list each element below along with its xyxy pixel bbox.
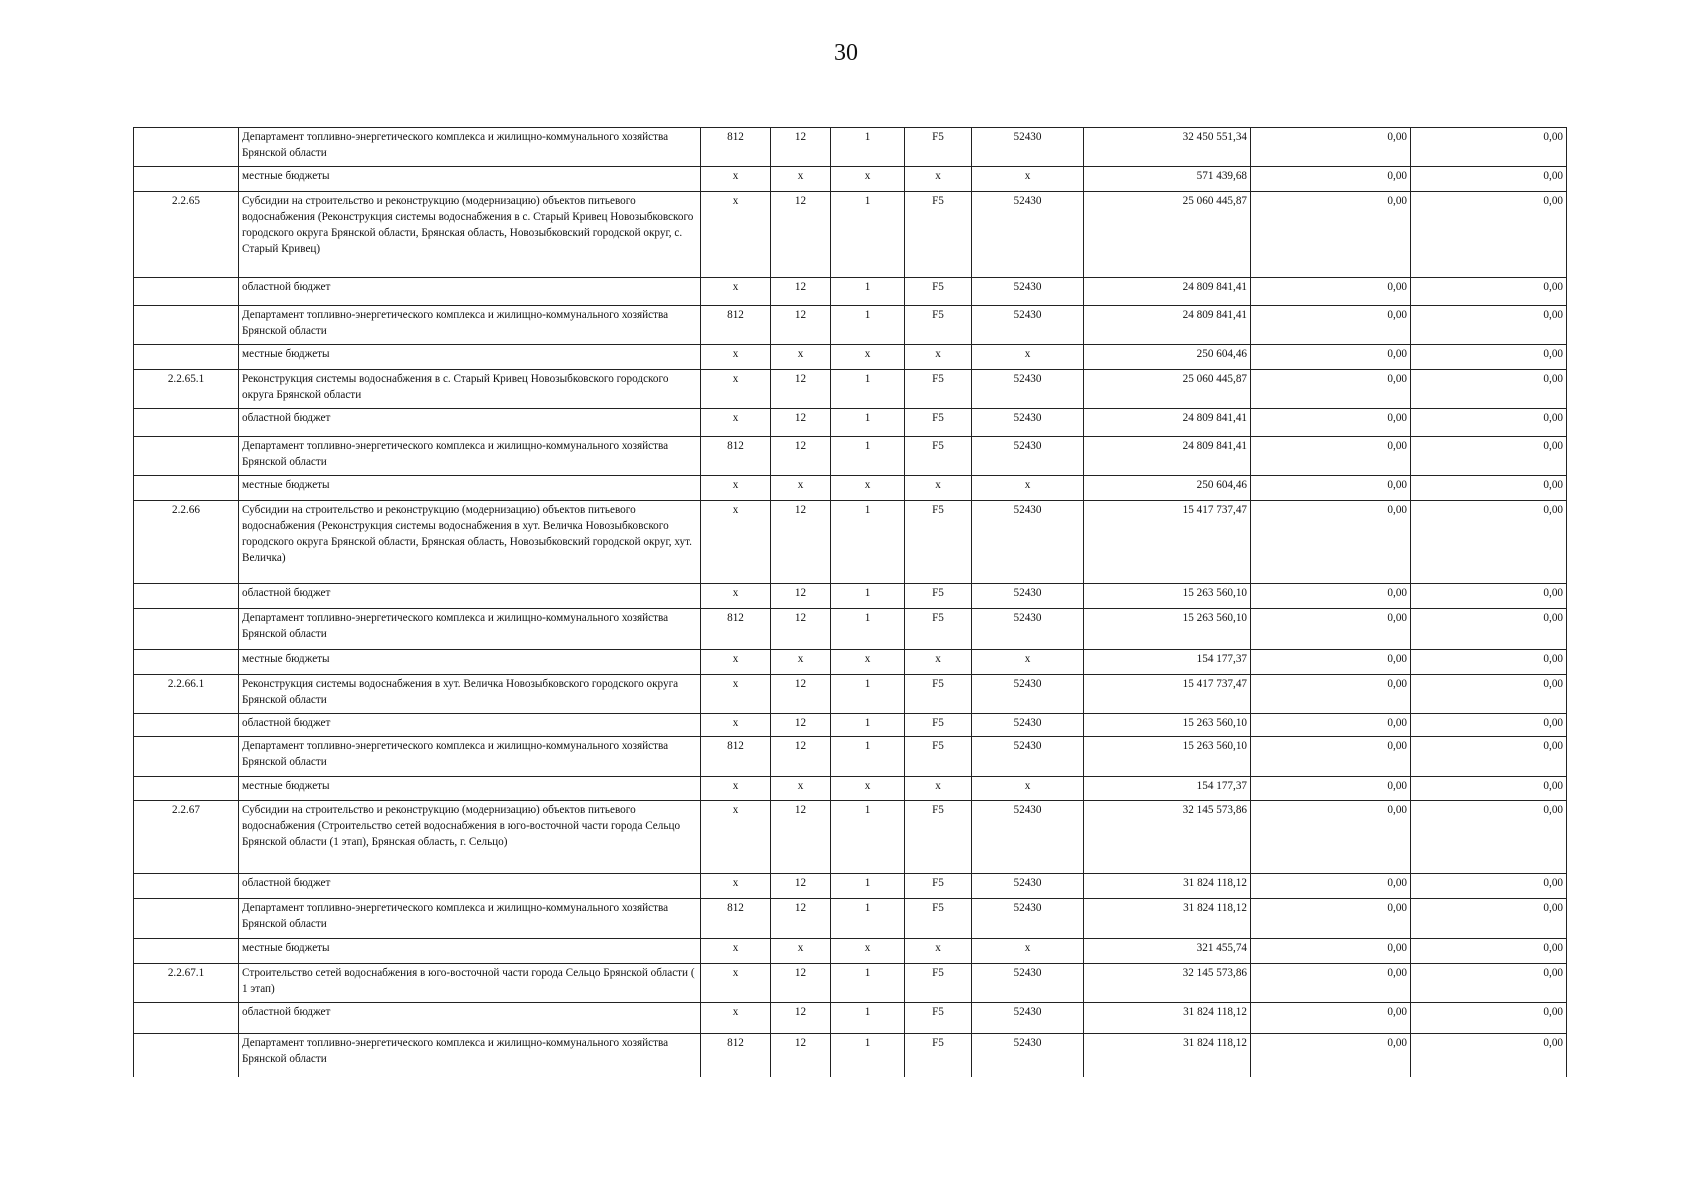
table-row	[134, 278, 1567, 306]
row-grbs: x	[701, 675, 771, 714]
row-grbs: 812	[701, 437, 771, 476]
table-row	[134, 801, 1567, 874]
row-description: Реконструкция системы водоснабжения в с. Старый Кривец Новозыбковского городского округа Брянской области	[239, 370, 701, 409]
row-section: 12	[771, 370, 831, 409]
row-grbs: x	[701, 476, 771, 501]
row-grbs: x	[701, 501, 771, 584]
row-target-article: x	[905, 777, 972, 801]
row-program: 1	[831, 501, 905, 584]
row-target-article: F5	[905, 675, 972, 714]
row-expense-type: 52430	[972, 278, 1084, 306]
table-row	[134, 737, 1567, 777]
row-amount-year1: 15 263 560,10	[1084, 737, 1251, 777]
row-target-article: F5	[905, 306, 972, 345]
row-amount-year1: 32 450 551,34	[1084, 128, 1251, 167]
row-description: областной бюджет	[239, 409, 701, 437]
row-grbs: x	[701, 584, 771, 609]
row-description: Департамент топливно-энергетического комплекса и жилищно-коммунального хозяйства Брянской области	[239, 899, 701, 939]
row-grbs: x	[701, 874, 771, 899]
table-row	[134, 609, 1567, 650]
row-code	[134, 650, 239, 675]
row-amount-year2: 0,00	[1251, 801, 1411, 874]
row-description: Субсидии на строительство и реконструкцию (модернизацию) объектов питьевого водоснабжения (Реконструкция системы водоснабжения в хут. Величка Новозыбковского городского округа Брянской области, Брянская область, Новозыбковский городской округ, хут. Величка)	[239, 501, 701, 584]
row-grbs: x	[701, 278, 771, 306]
row-code	[134, 409, 239, 437]
table-row	[134, 584, 1567, 609]
row-program: 1	[831, 437, 905, 476]
row-amount-year2: 0,00	[1251, 370, 1411, 409]
row-amount-year3: 0,00	[1411, 584, 1567, 609]
row-amount-year3: 0,00	[1411, 476, 1567, 501]
row-target-article: F5	[905, 370, 972, 409]
row-section: 12	[771, 501, 831, 584]
row-amount-year2: 0,00	[1251, 409, 1411, 437]
row-program: 1	[831, 1034, 905, 1077]
table-row	[134, 370, 1567, 409]
row-expense-type: x	[972, 650, 1084, 675]
row-target-article: x	[905, 476, 972, 501]
row-code	[134, 278, 239, 306]
table-row	[134, 714, 1567, 737]
row-amount-year1: 24 809 841,41	[1084, 437, 1251, 476]
row-section: x	[771, 777, 831, 801]
table-row	[134, 939, 1567, 964]
row-description: Департамент топливно-энергетического комплекса и жилищно-коммунального хозяйства Брянской области	[239, 737, 701, 777]
row-target-article: F5	[905, 1003, 972, 1034]
row-code	[134, 939, 239, 964]
table-row	[134, 192, 1567, 278]
row-code: 2.2.66	[134, 501, 239, 584]
row-description: областной бюджет	[239, 714, 701, 737]
row-grbs: x	[701, 192, 771, 278]
row-expense-type: 52430	[972, 1003, 1084, 1034]
row-section: 12	[771, 737, 831, 777]
row-section: x	[771, 939, 831, 964]
row-amount-year1: 571 439,68	[1084, 167, 1251, 192]
row-program: 1	[831, 409, 905, 437]
row-amount-year2: 0,00	[1251, 501, 1411, 584]
row-expense-type: 52430	[972, 714, 1084, 737]
row-section: 12	[771, 964, 831, 1003]
row-amount-year1: 15 263 560,10	[1084, 609, 1251, 650]
row-description: областной бюджет	[239, 278, 701, 306]
row-description: Департамент топливно-энергетического комплекса и жилищно-коммунального хозяйства Брянской области	[239, 437, 701, 476]
row-amount-year2: 0,00	[1251, 584, 1411, 609]
table-row	[134, 675, 1567, 714]
row-expense-type: 52430	[972, 899, 1084, 939]
row-program: x	[831, 650, 905, 675]
row-amount-year1: 25 060 445,87	[1084, 370, 1251, 409]
budget-table-body	[134, 128, 1567, 1077]
row-expense-type: x	[972, 476, 1084, 501]
row-description: Реконструкция системы водоснабжения в хут. Величка Новозыбковского городского округа Брянской области	[239, 675, 701, 714]
row-target-article: F5	[905, 584, 972, 609]
row-amount-year3: 0,00	[1411, 1034, 1567, 1077]
row-program: 1	[831, 714, 905, 737]
row-target-article: x	[905, 167, 972, 192]
row-amount-year1: 31 824 118,12	[1084, 899, 1251, 939]
row-amount-year2: 0,00	[1251, 306, 1411, 345]
row-amount-year2: 0,00	[1251, 476, 1411, 501]
row-expense-type: 52430	[972, 675, 1084, 714]
row-amount-year3: 0,00	[1411, 128, 1567, 167]
row-grbs: 812	[701, 609, 771, 650]
row-section: 12	[771, 675, 831, 714]
row-amount-year2: 0,00	[1251, 345, 1411, 370]
table-row	[134, 899, 1567, 939]
row-amount-year2: 0,00	[1251, 1034, 1411, 1077]
row-target-article: F5	[905, 899, 972, 939]
row-description: местные бюджеты	[239, 476, 701, 501]
row-expense-type: 52430	[972, 584, 1084, 609]
row-code	[134, 476, 239, 501]
row-description: областной бюджет	[239, 1003, 701, 1034]
row-code	[134, 874, 239, 899]
row-program: 1	[831, 278, 905, 306]
row-description: Департамент топливно-энергетического комплекса и жилищно-коммунального хозяйства Брянской области	[239, 609, 701, 650]
row-amount-year1: 31 824 118,12	[1084, 874, 1251, 899]
row-amount-year1: 250 604,46	[1084, 476, 1251, 501]
row-section: 12	[771, 128, 831, 167]
row-target-article: F5	[905, 1034, 972, 1077]
row-amount-year1: 250 604,46	[1084, 345, 1251, 370]
row-amount-year2: 0,00	[1251, 650, 1411, 675]
row-target-article: x	[905, 650, 972, 675]
row-expense-type: 52430	[972, 437, 1084, 476]
row-program: 1	[831, 1003, 905, 1034]
row-amount-year1: 31 824 118,12	[1084, 1003, 1251, 1034]
row-code: 2.2.67.1	[134, 964, 239, 1003]
row-program: 1	[831, 801, 905, 874]
row-code	[134, 899, 239, 939]
row-amount-year3: 0,00	[1411, 609, 1567, 650]
row-code	[134, 777, 239, 801]
budget-table	[133, 127, 1567, 1077]
row-amount-year2: 0,00	[1251, 874, 1411, 899]
row-code	[134, 437, 239, 476]
row-target-article: F5	[905, 128, 972, 167]
row-expense-type: 52430	[972, 737, 1084, 777]
row-target-article: F5	[905, 278, 972, 306]
row-amount-year2: 0,00	[1251, 192, 1411, 278]
row-amount-year1: 24 809 841,41	[1084, 409, 1251, 437]
row-amount-year1: 25 060 445,87	[1084, 192, 1251, 278]
row-expense-type: x	[972, 939, 1084, 964]
row-amount-year1: 15 263 560,10	[1084, 714, 1251, 737]
row-program: 1	[831, 306, 905, 345]
row-amount-year3: 0,00	[1411, 714, 1567, 737]
row-program: 1	[831, 192, 905, 278]
row-amount-year2: 0,00	[1251, 167, 1411, 192]
row-code	[134, 714, 239, 737]
row-amount-year1: 321 455,74	[1084, 939, 1251, 964]
row-program: 1	[831, 737, 905, 777]
row-amount-year3: 0,00	[1411, 437, 1567, 476]
row-code	[134, 1003, 239, 1034]
row-section: 12	[771, 409, 831, 437]
table-row	[134, 964, 1567, 1003]
row-program: x	[831, 167, 905, 192]
row-section: x	[771, 476, 831, 501]
row-program: x	[831, 777, 905, 801]
row-code	[134, 128, 239, 167]
row-grbs: 812	[701, 899, 771, 939]
row-description: Субсидии на строительство и реконструкцию (модернизацию) объектов питьевого водоснабжения (Реконструкция системы водоснабжения в с. Старый Кривец Новозыбковского городского округа Брянской области, Брянская область, Новозыбковский городской округ, с. Старый Кривец)	[239, 192, 701, 278]
row-amount-year3: 0,00	[1411, 964, 1567, 1003]
row-program: 1	[831, 899, 905, 939]
row-section: 12	[771, 899, 831, 939]
row-amount-year2: 0,00	[1251, 437, 1411, 476]
row-amount-year1: 31 824 118,12	[1084, 1034, 1251, 1077]
row-target-article: F5	[905, 874, 972, 899]
table-row	[134, 1003, 1567, 1034]
row-description: Департамент топливно-энергетического комплекса и жилищно-коммунального хозяйства Брянской области	[239, 128, 701, 167]
page-number: 30	[834, 40, 858, 66]
row-section: 12	[771, 609, 831, 650]
row-section: x	[771, 650, 831, 675]
row-grbs: x	[701, 167, 771, 192]
row-section: x	[771, 345, 831, 370]
row-section: 12	[771, 192, 831, 278]
row-target-article: F5	[905, 609, 972, 650]
table-row	[134, 874, 1567, 899]
row-description: Субсидии на строительство и реконструкцию (модернизацию) объектов питьевого водоснабжения (Строительство сетей водоснабжения в юго-восточной части города Сельцо Брянской области (1 этап), Брянская область, г. Сельцо)	[239, 801, 701, 874]
row-program: 1	[831, 964, 905, 1003]
row-description: местные бюджеты	[239, 167, 701, 192]
row-program: 1	[831, 128, 905, 167]
table-row	[134, 345, 1567, 370]
row-expense-type: 52430	[972, 609, 1084, 650]
row-amount-year2: 0,00	[1251, 737, 1411, 777]
table-row	[134, 1034, 1567, 1077]
row-amount-year2: 0,00	[1251, 675, 1411, 714]
row-description: Департамент топливно-энергетического комплекса и жилищно-коммунального хозяйства Брянской области	[239, 1034, 701, 1077]
row-description: Департамент топливно-энергетического комплекса и жилищно-коммунального хозяйства Брянской области	[239, 306, 701, 345]
row-grbs: 812	[701, 306, 771, 345]
row-amount-year3: 0,00	[1411, 501, 1567, 584]
row-grbs: 812	[701, 1034, 771, 1077]
row-amount-year2: 0,00	[1251, 128, 1411, 167]
row-amount-year3: 0,00	[1411, 345, 1567, 370]
table-row	[134, 437, 1567, 476]
row-amount-year3: 0,00	[1411, 737, 1567, 777]
row-amount-year3: 0,00	[1411, 370, 1567, 409]
table-row	[134, 777, 1567, 801]
row-section: 12	[771, 306, 831, 345]
row-code: 2.2.66.1	[134, 675, 239, 714]
row-expense-type: 52430	[972, 409, 1084, 437]
row-amount-year3: 0,00	[1411, 306, 1567, 345]
table-row	[134, 306, 1567, 345]
row-program: x	[831, 345, 905, 370]
row-expense-type: x	[972, 345, 1084, 370]
row-program: 1	[831, 609, 905, 650]
row-grbs: x	[701, 345, 771, 370]
row-target-article: F5	[905, 501, 972, 584]
row-code	[134, 609, 239, 650]
row-target-article: x	[905, 345, 972, 370]
row-amount-year3: 0,00	[1411, 1003, 1567, 1034]
row-code: 2.2.67	[134, 801, 239, 874]
row-description: областной бюджет	[239, 584, 701, 609]
row-amount-year2: 0,00	[1251, 899, 1411, 939]
row-expense-type: 52430	[972, 370, 1084, 409]
row-program: x	[831, 476, 905, 501]
row-section: 12	[771, 1034, 831, 1077]
row-amount-year3: 0,00	[1411, 278, 1567, 306]
row-target-article: F5	[905, 714, 972, 737]
row-amount-year1: 24 809 841,41	[1084, 278, 1251, 306]
row-code	[134, 167, 239, 192]
row-grbs: x	[701, 714, 771, 737]
row-amount-year3: 0,00	[1411, 939, 1567, 964]
row-section: 12	[771, 437, 831, 476]
row-program: 1	[831, 370, 905, 409]
row-expense-type: 52430	[972, 128, 1084, 167]
row-section: 12	[771, 801, 831, 874]
row-description: областной бюджет	[239, 874, 701, 899]
table-row	[134, 501, 1567, 584]
row-grbs: 812	[701, 128, 771, 167]
row-amount-year1: 154 177,37	[1084, 650, 1251, 675]
row-description: местные бюджеты	[239, 650, 701, 675]
row-amount-year3: 0,00	[1411, 899, 1567, 939]
table-row	[134, 128, 1567, 167]
row-grbs: x	[701, 777, 771, 801]
row-target-article: F5	[905, 437, 972, 476]
row-amount-year1: 15 417 737,47	[1084, 675, 1251, 714]
row-description: местные бюджеты	[239, 939, 701, 964]
row-amount-year1: 154 177,37	[1084, 777, 1251, 801]
row-description: местные бюджеты	[239, 777, 701, 801]
table-row	[134, 167, 1567, 192]
row-expense-type: 52430	[972, 964, 1084, 1003]
row-description: Строительство сетей водоснабжения в юго-восточной части города Сельцо Брянской области ( 1 этап)	[239, 964, 701, 1003]
row-amount-year2: 0,00	[1251, 964, 1411, 1003]
row-expense-type: 52430	[972, 1034, 1084, 1077]
row-program: x	[831, 939, 905, 964]
table-row	[134, 476, 1567, 501]
row-amount-year1: 32 145 573,86	[1084, 964, 1251, 1003]
row-expense-type: x	[972, 167, 1084, 192]
row-expense-type: 52430	[972, 874, 1084, 899]
row-target-article: x	[905, 939, 972, 964]
row-expense-type: 52430	[972, 801, 1084, 874]
row-program: 1	[831, 675, 905, 714]
row-amount-year2: 0,00	[1251, 714, 1411, 737]
row-description: местные бюджеты	[239, 345, 701, 370]
row-code: 2.2.65.1	[134, 370, 239, 409]
row-program: 1	[831, 874, 905, 899]
row-grbs: x	[701, 650, 771, 675]
table-row	[134, 409, 1567, 437]
row-expense-type: 52430	[972, 501, 1084, 584]
row-grbs: x	[701, 964, 771, 1003]
row-section: 12	[771, 278, 831, 306]
row-amount-year2: 0,00	[1251, 278, 1411, 306]
row-amount-year2: 0,00	[1251, 777, 1411, 801]
row-grbs: x	[701, 409, 771, 437]
row-amount-year2: 0,00	[1251, 939, 1411, 964]
row-amount-year1: 32 145 573,86	[1084, 801, 1251, 874]
row-code	[134, 345, 239, 370]
row-target-article: F5	[905, 737, 972, 777]
row-amount-year3: 0,00	[1411, 675, 1567, 714]
row-amount-year1: 15 263 560,10	[1084, 584, 1251, 609]
row-target-article: F5	[905, 192, 972, 278]
row-target-article: F5	[905, 409, 972, 437]
row-amount-year3: 0,00	[1411, 801, 1567, 874]
row-code	[134, 306, 239, 345]
row-amount-year1: 24 809 841,41	[1084, 306, 1251, 345]
row-section: 12	[771, 714, 831, 737]
row-program: 1	[831, 584, 905, 609]
row-amount-year2: 0,00	[1251, 609, 1411, 650]
row-expense-type: 52430	[972, 192, 1084, 278]
row-amount-year1: 15 417 737,47	[1084, 501, 1251, 584]
row-section: 12	[771, 874, 831, 899]
row-grbs: x	[701, 370, 771, 409]
row-amount-year3: 0,00	[1411, 650, 1567, 675]
row-target-article: F5	[905, 964, 972, 1003]
row-code	[134, 584, 239, 609]
row-section: x	[771, 167, 831, 192]
row-amount-year3: 0,00	[1411, 409, 1567, 437]
row-code: 2.2.65	[134, 192, 239, 278]
row-expense-type: x	[972, 777, 1084, 801]
table-row	[134, 650, 1567, 675]
row-grbs: x	[701, 939, 771, 964]
row-code	[134, 1034, 239, 1077]
row-section: 12	[771, 1003, 831, 1034]
row-amount-year2: 0,00	[1251, 1003, 1411, 1034]
row-grbs: 812	[701, 737, 771, 777]
row-grbs: x	[701, 801, 771, 874]
row-amount-year3: 0,00	[1411, 874, 1567, 899]
row-grbs: x	[701, 1003, 771, 1034]
row-target-article: F5	[905, 801, 972, 874]
row-expense-type: 52430	[972, 306, 1084, 345]
row-amount-year3: 0,00	[1411, 777, 1567, 801]
row-amount-year3: 0,00	[1411, 192, 1567, 278]
row-code	[134, 737, 239, 777]
row-amount-year3: 0,00	[1411, 167, 1567, 192]
row-section: 12	[771, 584, 831, 609]
